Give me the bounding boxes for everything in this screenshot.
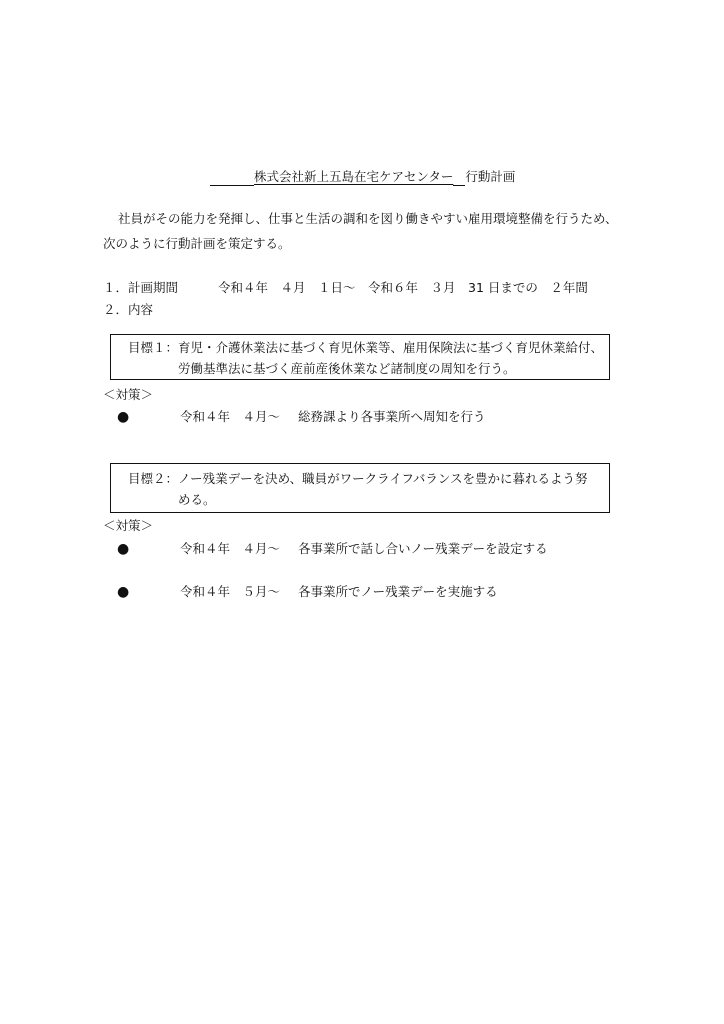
title-gap-underline (453, 171, 465, 186)
goal-1-measure-1-bullet: ● (117, 409, 130, 425)
goal-1-measures-label: ＜対策＞ (103, 387, 154, 402)
goal-1-line-1: 目標１：育児・介護休業法に基づく育児休業等、雇用保険法に基づく育児休業給付、 (128, 340, 604, 355)
goal-2-measure-1-text: 各事業所で話し合いノー残業デーを設定する (298, 541, 548, 556)
goal-2-line-1: 目標２：ノー残業デーを決め、職員がワークライフバランスを豊かに暮れるよう努 (128, 471, 588, 486)
intro-line-2: 次のように行動計画を策定する。 (103, 236, 291, 251)
goal-2-measure-1-date: 令和４年 ４月～ (180, 541, 281, 556)
goal-2-measure-1-bullet: ● (117, 541, 130, 557)
goal-2-line-2: める。 (178, 492, 216, 507)
goal-2-measure-2-date: 令和４年 ５月～ (180, 584, 281, 599)
plan-period-value: 令和４年 ４月 １日～ 令和６年 ３月 31 日までの ２年間 (218, 280, 588, 295)
plan-period-label: １．計画期間 (103, 280, 179, 295)
goal-1-measure-1-text: 総務課より各事業所へ周知を行う (298, 409, 486, 424)
goal-2-measure-2-bullet: ● (117, 584, 130, 600)
title-company-name: 株式会社新上五島在宅ケアセンター (254, 169, 454, 184)
contents-label: ２．内容 (103, 302, 154, 317)
goal-1-line-2: 労働基準法に基づく産前産後休業など諸制度の周知を行う。 (178, 361, 516, 376)
goal-2-measures-label: ＜対策＞ (103, 518, 154, 533)
title-blank-underline (210, 171, 254, 186)
document-title (210, 168, 515, 186)
intro-line-1: 社員がその能力を発揮し、仕事と生活の調和を図り働きやすい雇用環境整備を行うため、 (118, 211, 618, 226)
goal-1-measure-1-date: 令和４年 ４月～ (180, 409, 281, 424)
goal-2-measure-2-text: 各事業所でノー残業デーを実施する (298, 584, 498, 599)
title-suffix: 行動計画 (465, 169, 516, 184)
